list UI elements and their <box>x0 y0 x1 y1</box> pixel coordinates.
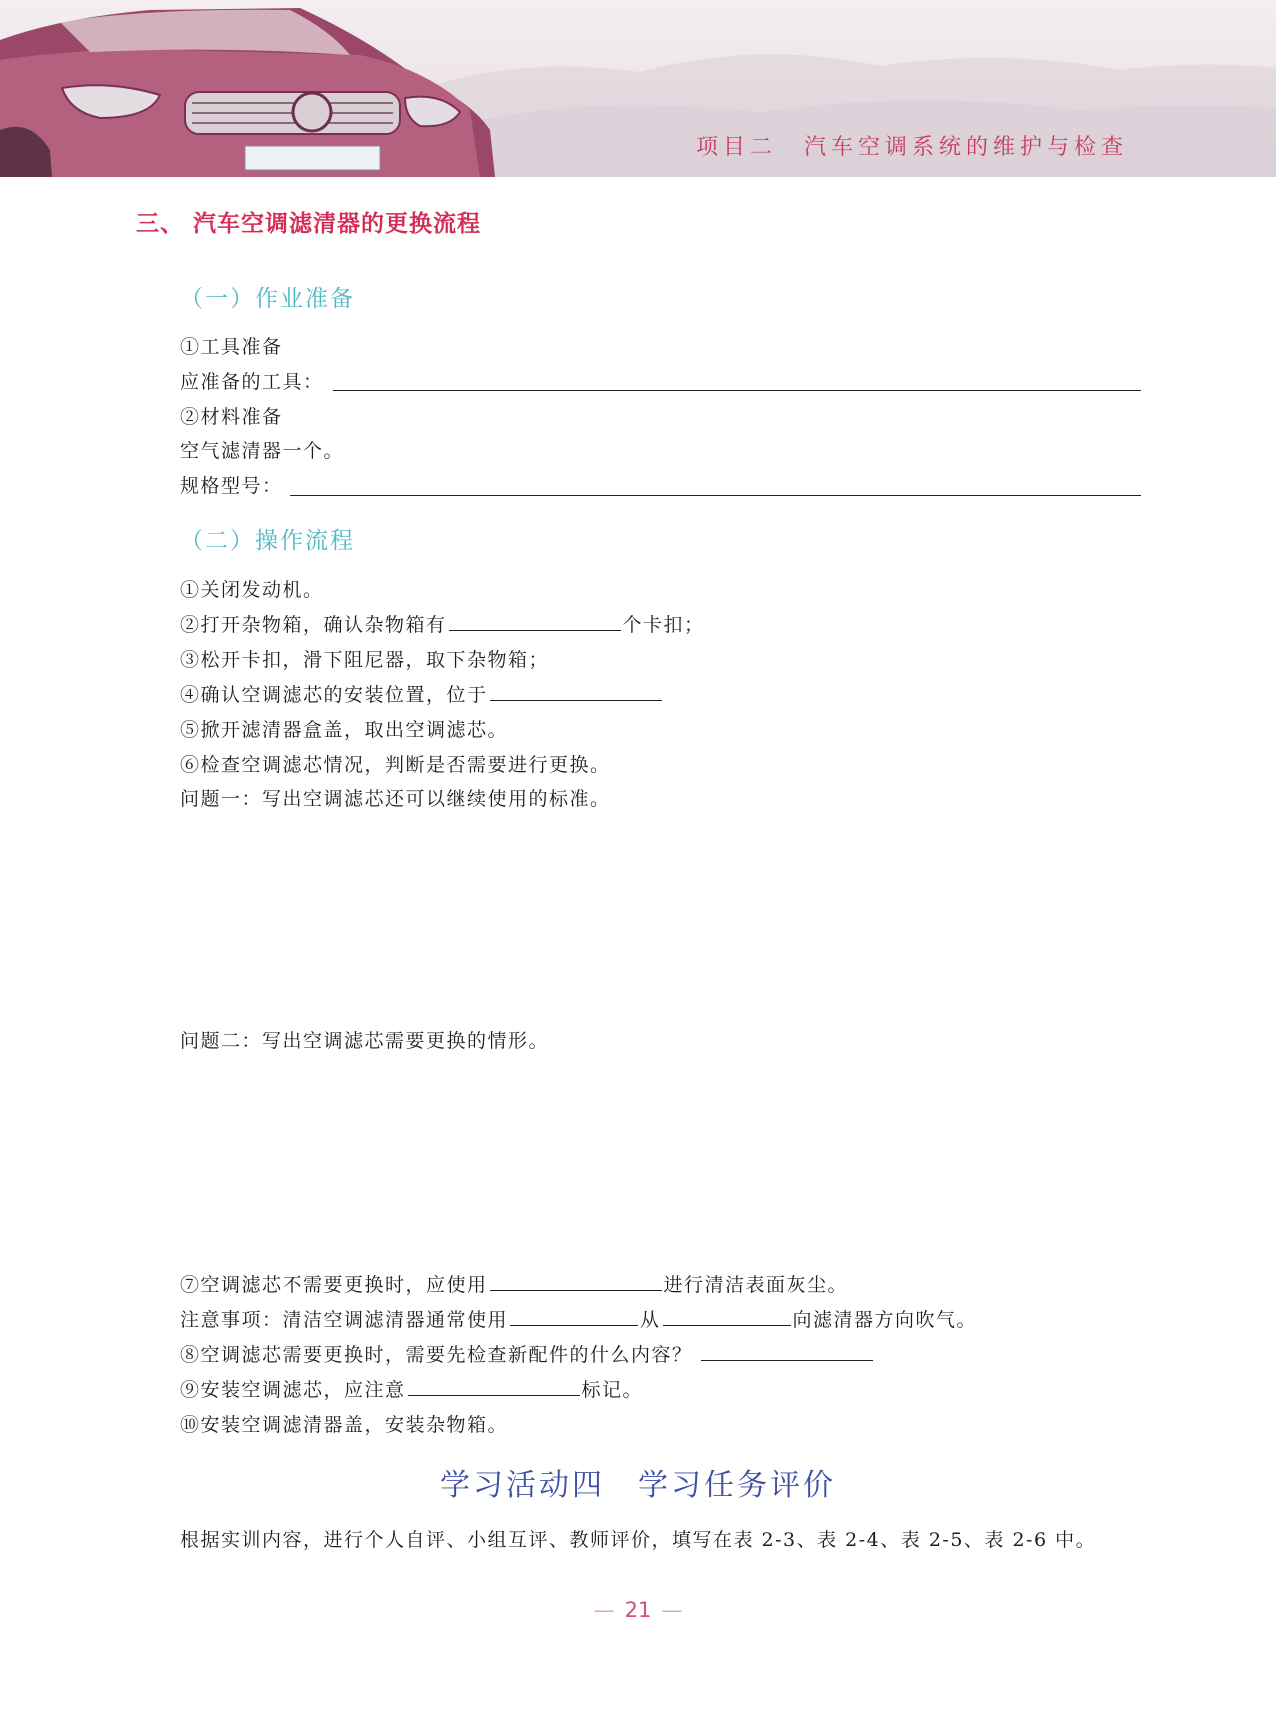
tools-answer-line[interactable] <box>333 390 1141 391</box>
install-position-blank[interactable] <box>490 681 662 701</box>
note-text-a: 注意事项：清洁空调滤清器通常使用 <box>180 1309 509 1331</box>
cleaning-tool-blank[interactable] <box>490 1271 662 1291</box>
spec-answer-line[interactable] <box>290 495 1141 496</box>
note-text-c: 向滤清器方向吹气。 <box>792 1309 978 1331</box>
section-title: 三、 汽车空调滤清器的更换流程 <box>136 211 482 237</box>
material-prep-label: ②材料准备 <box>180 406 283 428</box>
step-10: ⑩安装空调滤清器盖，安装杂物箱。 <box>180 1414 509 1436</box>
spec-label: 规格型号： <box>180 475 283 497</box>
activity-desc: 根据实训内容，进行个人自评、小组互评、教师评价，填写在表 2-3、表 2-4、表 2-5、表 2-6 中。 <box>180 1529 1097 1551</box>
step-7-text-a: ⑦空调滤芯不需要更换时，应使用 <box>180 1274 488 1296</box>
note-text-b: 从 <box>640 1309 661 1331</box>
flow-title: （二）操作流程 <box>180 528 355 554</box>
header-title: 项目二 汽车空调系统的维护与检查 <box>695 135 1128 160</box>
step-2-text-b: 个卡扣； <box>622 614 705 636</box>
header-banner <box>0 0 1276 177</box>
page-dash-left: — <box>593 1598 615 1622</box>
question-1: 问题一：写出空调滤芯还可以继续使用的标准。 <box>180 788 611 810</box>
prep-title: （一）作业准备 <box>180 286 355 312</box>
page-number <box>0 1598 1276 1622</box>
step-2 <box>180 610 705 637</box>
part-check-blank[interactable] <box>701 1341 873 1361</box>
page-number-value: 21 <box>624 1598 652 1622</box>
step-5: ⑤掀开滤清器盒盖，取出空调滤芯。 <box>180 719 509 741</box>
step-3: ③松开卡扣，滑下阻尼器，取下杂物箱； <box>180 649 550 671</box>
tool-prep-label: ①工具准备 <box>180 336 283 358</box>
step-7 <box>180 1270 848 1297</box>
activity-title: 学习活动四 学习任务评价 <box>440 1468 836 1503</box>
step-8-text: ⑧空调滤芯需要更换时，需要先检查新配件的什么内容？ <box>180 1344 693 1366</box>
step-4-text: ④确认空调滤芯的安装位置，位于 <box>180 684 488 706</box>
step-8 <box>180 1340 875 1367</box>
clip-count-blank[interactable] <box>449 611 621 631</box>
step-7-text-b: 进行清洁表面灰尘。 <box>663 1274 849 1296</box>
note <box>180 1305 977 1332</box>
install-mark-blank[interactable] <box>408 1376 580 1396</box>
blow-direction-blank[interactable] <box>663 1306 791 1326</box>
step-6: ⑥检查空调滤芯情况，判断是否需要进行更换。 <box>180 754 611 776</box>
blow-tool-blank[interactable] <box>510 1306 638 1326</box>
step-2-text-a: ②打开杂物箱，确认杂物箱有 <box>180 614 447 636</box>
material-desc: 空气滤清器一个。 <box>180 440 345 462</box>
tools-label: 应准备的工具： <box>180 371 324 393</box>
question-2: 问题二：写出空调滤芯需要更换的情形。 <box>180 1030 550 1052</box>
step-9-text-a: ⑨安装空调滤芯，应注意 <box>180 1379 406 1401</box>
step-9 <box>180 1375 643 1402</box>
step-1: ①关闭发动机。 <box>180 579 324 601</box>
step-4 <box>180 680 664 707</box>
step-9-text-b: 标记。 <box>581 1379 644 1401</box>
page-dash-right: — <box>661 1598 683 1622</box>
